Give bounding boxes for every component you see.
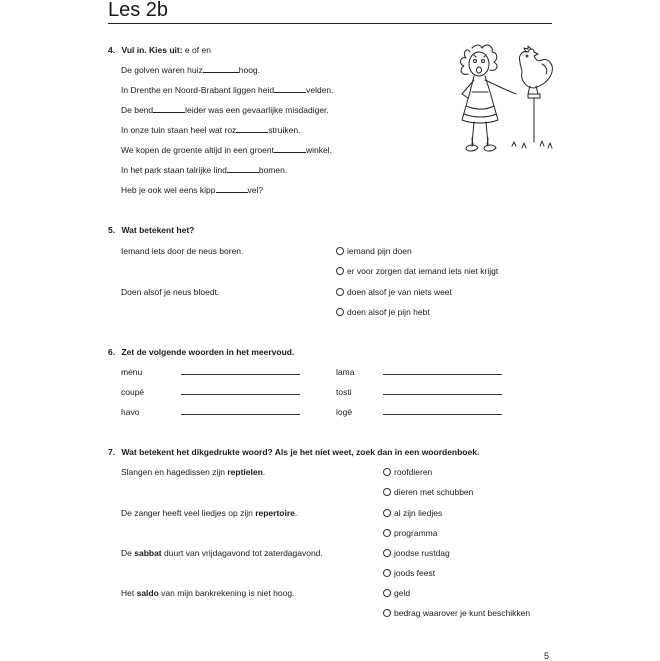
blank-field[interactable] <box>153 105 185 113</box>
fill-sentence: In onze tuin staan heel wat roz struiken. <box>121 125 301 135</box>
fill-sentence: Heb je ook wel eens kipp vel? <box>121 185 264 195</box>
radio-circle-icon[interactable] <box>336 247 344 255</box>
bold-word: repertoire <box>255 508 295 518</box>
answer-option[interactable]: programma <box>383 528 437 538</box>
answer-option[interactable]: joodse rustdag <box>383 548 450 558</box>
word-item: coupé <box>121 387 145 397</box>
instruction-text: Wat betekent het dikgedrukte woord? Als je het niet weet, zoek dan in een woordenboek. <box>121 447 480 457</box>
instruction-text: Wat betekent het? <box>121 225 195 235</box>
exercise-number: 6. <box>108 347 116 357</box>
answer-option[interactable]: er voor zorgen dat iemand iets niet krijgt <box>336 266 498 276</box>
answer-option[interactable]: roofdieren <box>383 467 432 477</box>
radio-circle-icon[interactable] <box>383 509 391 517</box>
radio-circle-icon[interactable] <box>383 569 391 577</box>
radio-circle-icon[interactable] <box>336 267 344 275</box>
fill-sentence: De bend leider was een gevaarlijke misdadiger. <box>121 105 329 115</box>
answer-line[interactable] <box>181 414 300 415</box>
question-text: Iemand iets door de neus boren. <box>121 246 244 256</box>
question-text: Doen alsof je neus bloedt. <box>121 287 220 297</box>
question-text: Slangen en hagedissen zijn reptielen. <box>121 467 266 477</box>
word-item: menu <box>121 367 143 377</box>
page-number: 5 <box>544 651 550 661</box>
answer-option[interactable]: doen alsof je pijn hebt <box>336 307 430 317</box>
radio-circle-icon[interactable] <box>383 609 391 617</box>
radio-circle-icon[interactable] <box>383 549 391 557</box>
word-item: tosti <box>336 387 352 397</box>
fill-sentence: In Drenthe en Noord-Brabant liggen heid velden. <box>121 85 334 95</box>
answer-option[interactable]: geld <box>383 588 410 598</box>
radio-circle-icon[interactable] <box>383 529 391 537</box>
answer-line[interactable] <box>181 374 300 375</box>
answer-option[interactable]: doen alsof je van niets weet <box>336 287 452 297</box>
exercise-number: 7. <box>108 447 116 457</box>
bold-word: reptielen <box>227 467 263 477</box>
blank-field[interactable] <box>203 65 239 73</box>
answer-option[interactable]: joods feest <box>383 568 435 578</box>
fill-sentence: In het park staan talrijke lind bomen. <box>121 165 288 175</box>
title-rule <box>108 23 552 24</box>
instruction-text: Vul in. Kies uit: <box>121 45 183 55</box>
exercise-7-heading <box>108 447 479 457</box>
word-item: lama <box>336 367 355 377</box>
blank-field[interactable] <box>274 85 306 93</box>
fill-sentence: De golven waren huiz hoog. <box>121 65 261 75</box>
instruction-text: Zet de volgende woorden in het meervoud. <box>121 347 295 357</box>
exercise-4-heading <box>108 45 211 55</box>
exercise-number: 5. <box>108 225 116 235</box>
radio-circle-icon[interactable] <box>383 468 391 476</box>
blank-field[interactable] <box>216 185 248 193</box>
girl-and-chicken-drawing-icon <box>452 42 556 162</box>
answer-option[interactable]: bedrag waarover je kunt beschikken <box>383 608 530 618</box>
bold-word: saldo <box>136 588 159 598</box>
word-item: logé <box>336 407 353 417</box>
question-text: De sabbat duurt van vrijdagavond tot zaterdagavond. <box>121 548 323 558</box>
exercise-5-heading <box>108 225 194 235</box>
radio-circle-icon[interactable] <box>336 288 344 296</box>
radio-circle-icon[interactable] <box>383 589 391 597</box>
page-title: Les 2b <box>108 0 169 21</box>
blank-field[interactable] <box>274 145 306 153</box>
fill-sentence: We kopen de groente altijd in een groent winkel. <box>121 145 332 155</box>
radio-circle-icon[interactable] <box>383 488 391 496</box>
radio-circle-icon[interactable] <box>336 308 344 316</box>
blank-field[interactable] <box>227 165 259 173</box>
bold-word: sabbat <box>134 548 162 558</box>
question-text: Het saldo van mijn bankrekening is niet hoog. <box>121 588 295 598</box>
answer-line[interactable] <box>383 414 502 415</box>
blank-field[interactable] <box>236 125 268 133</box>
answer-line[interactable] <box>383 374 502 375</box>
exercise-number: 4. <box>108 45 116 55</box>
word-item: havo <box>121 407 140 417</box>
question-text: De zanger heeft veel liedjes op zijn repertoire. <box>121 508 298 518</box>
choice-text: e of en <box>184 45 211 55</box>
answer-option[interactable]: dieren met schubben <box>383 487 473 497</box>
exercise-6-heading <box>108 347 294 357</box>
answer-option[interactable]: iemand pijn doen <box>336 246 412 256</box>
answer-line[interactable] <box>383 394 502 395</box>
answer-option[interactable]: al zijn liedjes <box>383 508 442 518</box>
answer-line[interactable] <box>181 394 300 395</box>
